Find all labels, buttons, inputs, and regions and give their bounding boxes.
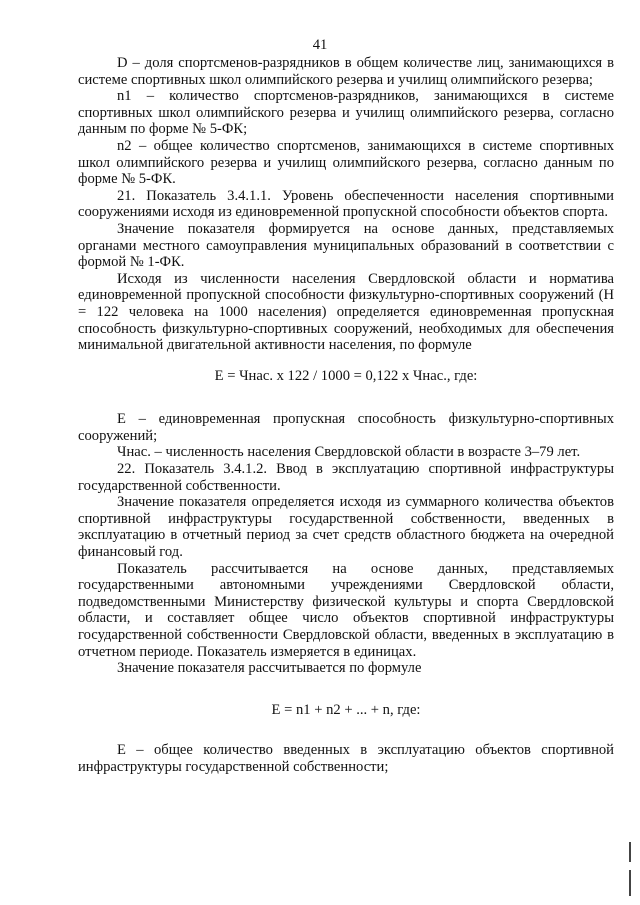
paragraph-indicator-22-formula-intro: Значение показателя рассчитывается по формуле: [117, 660, 422, 677]
paragraph-indicator-21-source: Значение показателя формируется на основе данных, представляемых органами местного самоуправления муниципальных образований в соответствии с формой № 1-ФК.: [78, 220, 614, 271]
document-body: [78, 55, 614, 776]
formula-capacity: Е = Чнас. х 122 / 1000 = 0,122 х Чнас., где:: [214, 367, 478, 384]
paragraph-indicator-21-method: Исходя из численности населения Свердловской области и норматива единовременной пропускной способности физкультурно-спортивных сооружений (Н = 122 человека на 1000 населения) определяется единовременная пропускная способность физкультурно-спортивных сооружений, необходимых для обеспечения минимальной двигательной активности населения, по формуле: [78, 270, 614, 354]
paragraph-indicator-22-basis: Значение показателя определяется исходя из суммарного количества объектов спортивной инфраструктуры государственной собственности, введенных в эксплуатацию в отчетный период за счет средств областного бюджета на очередной финансовый год.: [78, 494, 614, 561]
paragraph-e-total-definition: Е – общее количество введенных в эксплуатацию объектов спортивной инфраструктуры государственной собственности;: [78, 742, 614, 775]
paragraph-e-definition: Е – единовременная пропускная способность физкультурно-спортивных сооружений;: [78, 411, 614, 444]
page-number: 41: [312, 37, 328, 53]
paragraph-d-definition: D – доля спортсменов-разрядников в общем количестве лиц, занимающихся в системе спортивных школ олимпийского резерва и училищ олимпийского резерва;: [78, 55, 614, 88]
paragraph-n1-definition: n1 – количество спортсменов-разрядников, занимающихся в системе спортивных школ олимпийского резерва и училищ олимпийского резерва, согласно данным по форме № 5-ФК;: [78, 88, 614, 138]
formula-total-objects: Е = n1 + n2 + ... + n, где:: [271, 701, 421, 718]
paragraph-indicator-22: 22. Показатель 3.4.1.2. Ввод в эксплуатацию спортивной инфраструктуры государственной собственности.: [78, 461, 614, 494]
paragraph-population-definition: Чнас. – численность населения Свердловской области в возрасте 3–79 лет.: [117, 444, 581, 461]
paragraph-n2-definition: n2 – общее количество спортсменов, занимающихся в системе спортивных школ олимпийского резерва и училищ олимпийского резерва, согласно данным по форме № 5-ФК.: [78, 137, 614, 188]
scan-edge-mark: [629, 842, 631, 862]
scan-edge-mark: [629, 870, 631, 896]
paragraph-indicator-22-source: Показатель рассчитывается на основе данных, представляемых государственными автономными учреждениями Свердловской области, подведомственными Министерству физической культуры и спорта Свердловской области, и составляет общее число объектов спортивной инфраструктуры государственной собственности Свердловской области, введенных в эксплуатацию в отчетном периоде. Показатель измеряется в единицах.: [78, 560, 614, 660]
paragraph-indicator-21: 21. Показатель 3.4.1.1. Уровень обеспеченности населения спортивными сооружениями исходя из единовременной пропускной способности объектов спорта.: [78, 187, 614, 221]
